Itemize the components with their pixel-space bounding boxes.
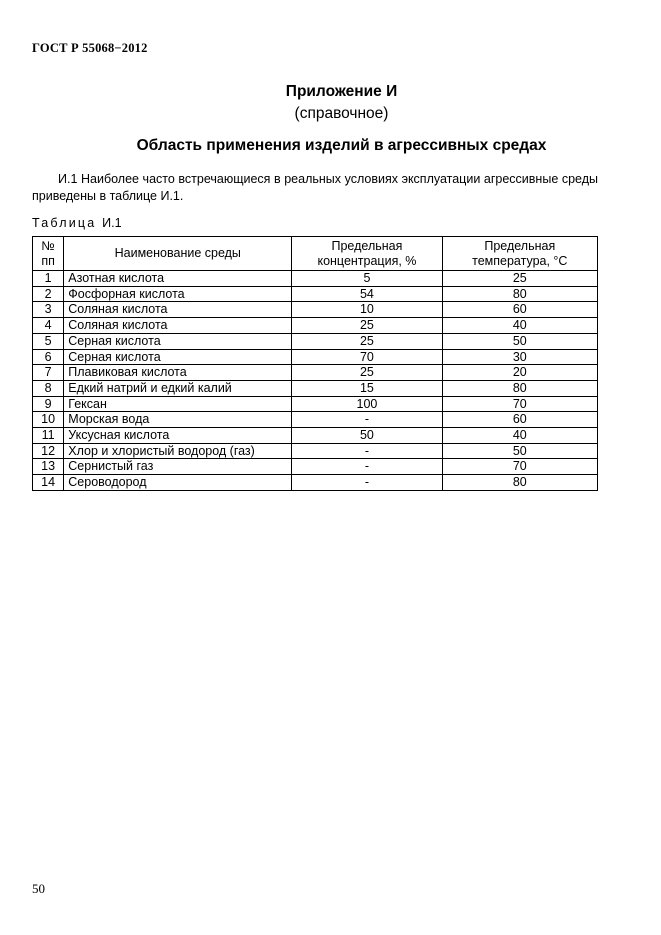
- document-header: ГОСТ Р 55068−2012: [32, 41, 148, 55]
- row-number: 4: [33, 318, 64, 334]
- row-medium-name: Едкий натрий и едкий калий: [64, 380, 292, 396]
- header-concentration: Предельная концентрация, %: [292, 237, 442, 271]
- table-row: [33, 333, 598, 349]
- row-temperature: 60: [442, 302, 597, 318]
- row-concentration: 5: [292, 271, 442, 287]
- row-concentration: 25: [292, 318, 442, 334]
- row-concentration: 25: [292, 365, 442, 381]
- row-concentration: -: [292, 459, 442, 475]
- row-temperature: 50: [442, 333, 597, 349]
- row-concentration: 70: [292, 349, 442, 365]
- row-concentration: 10: [292, 302, 442, 318]
- row-medium-name: Фосфорная кислота: [64, 286, 292, 302]
- table-row: [33, 286, 598, 302]
- table-row: [33, 318, 598, 334]
- row-number: 5: [33, 333, 64, 349]
- table-row: [33, 365, 598, 381]
- row-number: 10: [33, 412, 64, 428]
- row-concentration: -: [292, 412, 442, 428]
- row-number: 14: [33, 475, 64, 491]
- table-row: [33, 349, 598, 365]
- row-number: 1: [33, 271, 64, 287]
- row-temperature: 25: [442, 271, 597, 287]
- row-temperature: 40: [442, 318, 597, 334]
- table-row: [33, 428, 598, 444]
- table-row: [33, 412, 598, 428]
- row-concentration: -: [292, 475, 442, 491]
- row-temperature: 80: [442, 286, 597, 302]
- row-concentration: 25: [292, 333, 442, 349]
- table-body: [33, 271, 598, 491]
- row-temperature: 80: [442, 380, 597, 396]
- appendix-title: Приложение И: [285, 83, 398, 100]
- row-medium-name: Плавиковая кислота: [64, 365, 292, 381]
- header-temperature: Предельная температура, °С: [442, 237, 597, 271]
- row-temperature: 50: [442, 443, 597, 459]
- table-row: [33, 443, 598, 459]
- table-row: [33, 302, 598, 318]
- table-row: [33, 380, 598, 396]
- row-number: 9: [33, 396, 64, 412]
- row-temperature: 30: [442, 349, 597, 365]
- row-number: 6: [33, 349, 64, 365]
- row-medium-name: Гексан: [64, 396, 292, 412]
- section-title: Область применения изделий в агрессивных средах: [136, 137, 547, 154]
- row-medium-name: Сероводород: [64, 475, 292, 491]
- row-number: 2: [33, 286, 64, 302]
- row-number: 3: [33, 302, 64, 318]
- row-number: 8: [33, 380, 64, 396]
- row-concentration: 54: [292, 286, 442, 302]
- row-number: 11: [33, 428, 64, 444]
- header-number: № пп: [33, 237, 64, 271]
- row-temperature: 80: [442, 475, 597, 491]
- row-number: 7: [33, 365, 64, 381]
- row-concentration: 15: [292, 380, 442, 396]
- row-number: 13: [33, 459, 64, 475]
- row-medium-name: Морская вода: [64, 412, 292, 428]
- header-medium-name: Наименование среды: [64, 237, 292, 271]
- row-medium-name: Сернистый газ: [64, 459, 292, 475]
- row-medium-name: Хлор и хлористый водород (газ): [64, 443, 292, 459]
- row-medium-name: Соляная кислота: [64, 302, 292, 318]
- table-caption-number: И.1: [102, 216, 122, 230]
- row-temperature: 70: [442, 396, 597, 412]
- table-row: [33, 396, 598, 412]
- row-temperature: 40: [442, 428, 597, 444]
- media-table: [32, 236, 598, 491]
- table-row: [33, 475, 598, 491]
- row-temperature: 60: [442, 412, 597, 428]
- row-medium-name: Уксусная кислота: [64, 428, 292, 444]
- intro-paragraph: И.1 Наиболее часто встречающиеся в реальных условиях эксплуатации агрессивные среды приведены в таблице И.1.: [32, 172, 598, 203]
- row-concentration: -: [292, 443, 442, 459]
- table-caption-word: Таблица: [32, 216, 97, 230]
- table-row: [33, 271, 598, 287]
- row-concentration: 50: [292, 428, 442, 444]
- appendix-subtitle: (справочное): [294, 105, 389, 122]
- table-caption: [32, 216, 122, 230]
- row-number: 12: [33, 443, 64, 459]
- page-number: 50: [32, 881, 45, 896]
- row-medium-name: Азотная кислота: [64, 271, 292, 287]
- row-medium-name: Соляная кислота: [64, 318, 292, 334]
- row-medium-name: Серная кислота: [64, 333, 292, 349]
- row-concentration: 100: [292, 396, 442, 412]
- row-medium-name: Серная кислота: [64, 349, 292, 365]
- row-temperature: 20: [442, 365, 597, 381]
- row-temperature: 70: [442, 459, 597, 475]
- table-row: [33, 459, 598, 475]
- table-header-row: [33, 237, 598, 271]
